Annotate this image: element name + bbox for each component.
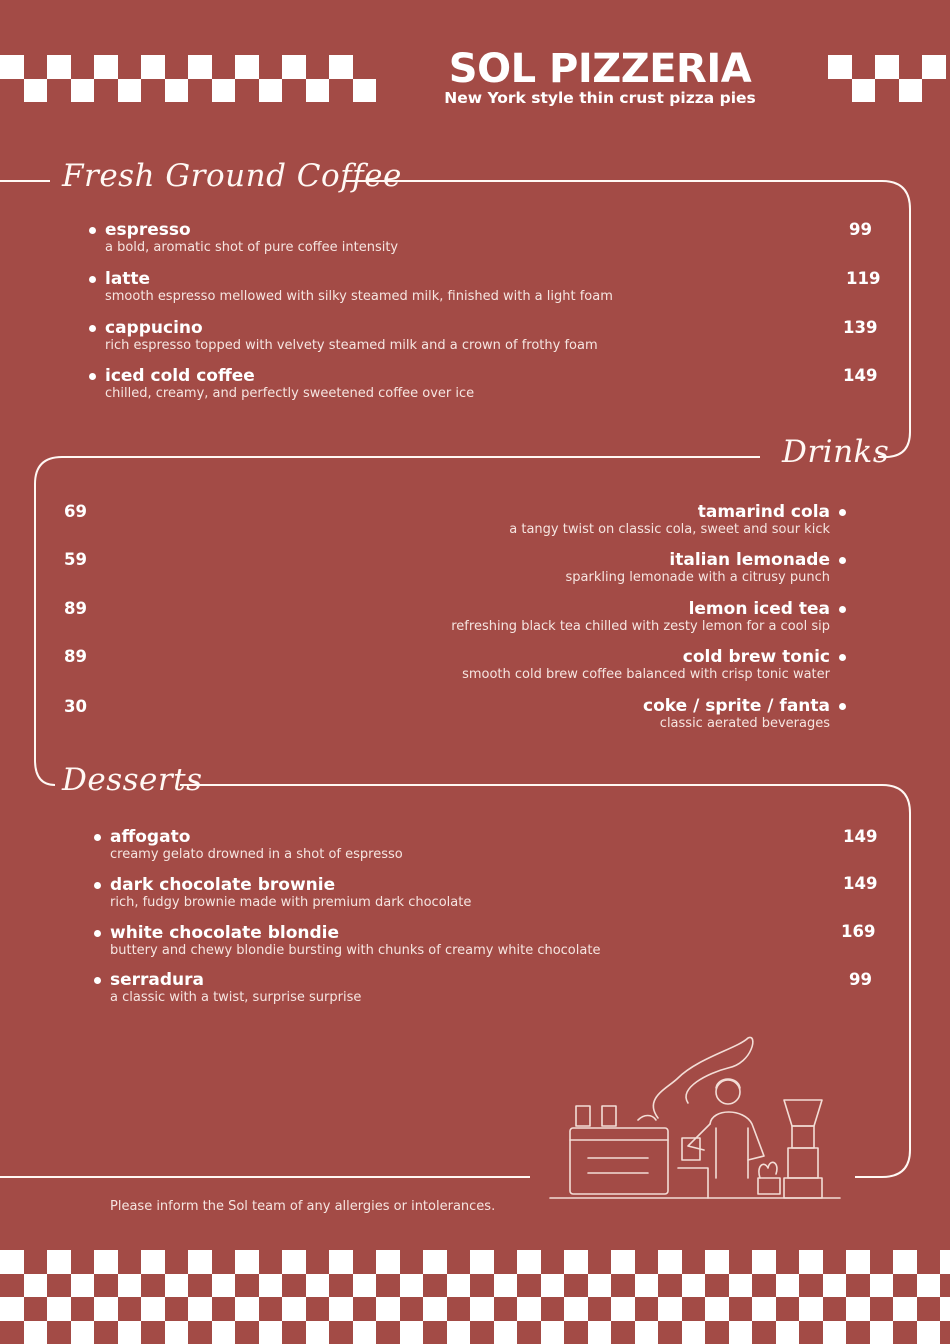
- item-description: a tangy twist on classic cola, sweet and sour kick: [509, 522, 830, 537]
- item-name: tamarind cola: [697, 502, 830, 522]
- item-name: affogato: [110, 827, 191, 847]
- item-name: serradura: [110, 970, 205, 990]
- item-name: italian lemonade: [669, 550, 830, 570]
- item-price: 89: [64, 647, 87, 666]
- list-item: [110, 875, 471, 910]
- bullet: [839, 654, 846, 661]
- page-title: SOL PIZZERIA: [448, 46, 752, 92]
- barista-illustration-icon: [548, 1028, 848, 1206]
- bullet: [94, 834, 101, 841]
- item-name: cold brew tonic: [682, 647, 830, 667]
- bullet: [89, 227, 96, 234]
- item-description: a classic with a twist, surprise surprise: [110, 990, 362, 1005]
- item-name: lemon iced tea: [688, 599, 830, 619]
- list-item: [105, 318, 598, 353]
- item-description: a bold, aromatic shot of pure coffee intensity: [105, 240, 399, 255]
- item-description: classic aerated beverages: [659, 716, 830, 731]
- item-price: 169: [841, 922, 876, 941]
- item-description: sparkling lemonade with a citrusy punch: [565, 570, 830, 585]
- bullet: [89, 373, 96, 380]
- item-name: coke / sprite / fanta: [643, 696, 830, 716]
- page-subtitle: New York style thin crust pizza pies: [444, 89, 756, 107]
- bullet: [94, 882, 101, 889]
- item-price: 30: [64, 697, 87, 716]
- item-description: rich, fudgy brownie made with premium dark chocolate: [110, 895, 472, 910]
- list-item: [110, 923, 600, 958]
- list-item: [105, 220, 398, 255]
- item-price: 149: [843, 827, 878, 846]
- drinks-heading: Drinks: [782, 434, 890, 470]
- item-price: 89: [64, 599, 87, 618]
- list-item: [451, 599, 830, 634]
- item-price: 69: [64, 502, 87, 521]
- allergy-note: Please inform the Sol team of any allergies or intolerances.: [110, 1199, 496, 1214]
- bullet: [94, 977, 101, 984]
- list-item: [110, 970, 361, 1005]
- bullet: [839, 509, 846, 516]
- list-item: [509, 502, 830, 537]
- item-price: 139: [843, 318, 878, 337]
- item-name: cappucino: [105, 318, 203, 338]
- list-item: [643, 696, 830, 731]
- bullet: [839, 606, 846, 613]
- bullet: [89, 325, 96, 332]
- item-name: espresso: [105, 220, 191, 240]
- bullet: [89, 276, 96, 283]
- item-name: dark chocolate brownie: [110, 875, 336, 895]
- list-item: [105, 366, 474, 401]
- item-description: creamy gelato drowned in a shot of espresso: [110, 847, 403, 862]
- coffee-heading: Fresh Ground Coffee: [62, 158, 402, 194]
- item-price: 149: [843, 366, 878, 385]
- bullet: [839, 703, 846, 710]
- checker-bottom: [0, 1250, 950, 1344]
- item-description: smooth espresso mellowed with silky steamed milk, finished with a light foam: [105, 289, 613, 304]
- bullet: [94, 930, 101, 937]
- item-price: 59: [64, 550, 87, 569]
- list-item: [110, 827, 403, 862]
- desserts-heading: Desserts: [62, 762, 203, 798]
- list-item: [462, 647, 830, 682]
- item-name: latte: [105, 269, 151, 289]
- item-price: 119: [846, 269, 881, 288]
- item-price: 99: [849, 220, 872, 239]
- item-description: refreshing black tea chilled with zesty lemon for a cool sip: [451, 619, 830, 634]
- item-description: buttery and chewy blondie bursting with chunks of creamy white chocolate: [110, 943, 601, 958]
- item-description: smooth cold brew coffee balanced with crisp tonic water: [462, 667, 830, 682]
- item-name: white chocolate blondie: [110, 923, 340, 943]
- bullet: [839, 557, 846, 564]
- item-description: rich espresso topped with velvety steamed milk and a crown of frothy foam: [105, 338, 598, 353]
- item-price: 99: [849, 970, 872, 989]
- list-item: [105, 269, 613, 304]
- item-price: 149: [843, 874, 878, 893]
- item-description: chilled, creamy, and perfectly sweetened coffee over ice: [105, 386, 475, 401]
- list-item: [566, 550, 831, 585]
- item-name: iced cold coffee: [105, 366, 255, 386]
